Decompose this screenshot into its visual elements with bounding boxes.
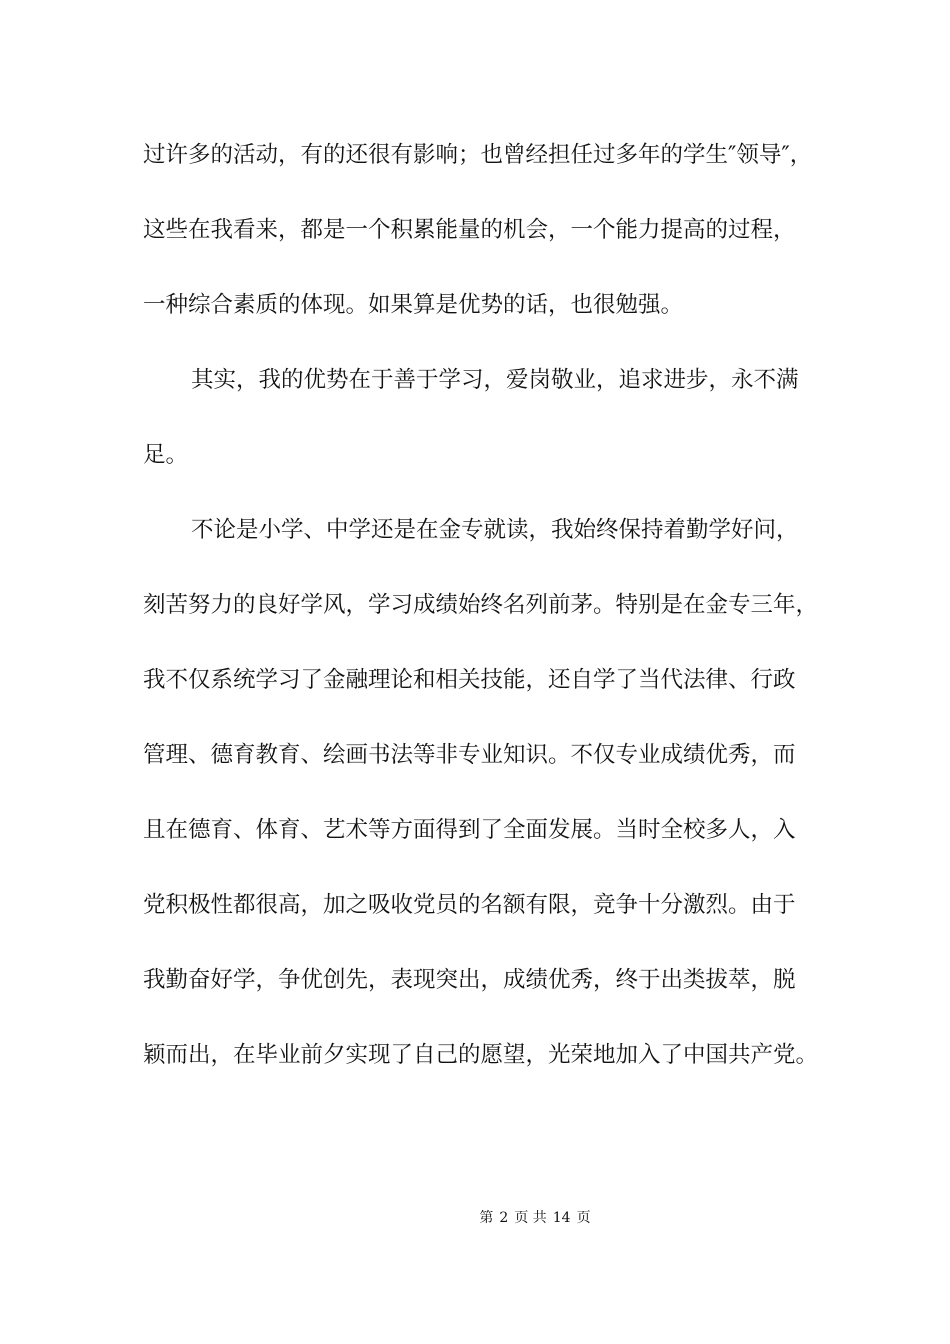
text-line: 党积极性都很高，加之吸收党员的名额有限，竞争十分激烈。由于	[143, 892, 796, 918]
text-line: 管理、德育教育、绘画书法等非专业知识。不仅专业成绩优秀，而	[143, 742, 796, 768]
text-line: 且在德育、体育、艺术等方面得到了全面发展。当时全校多人，入	[143, 817, 796, 843]
footer-suffix: 页	[576, 1210, 591, 1226]
text-line: 这些在我看来，都是一个积累能量的机会，一个能力提高的过程，	[143, 217, 796, 243]
current-page-number: 2	[499, 1210, 509, 1226]
text-line: 颖而出，在毕业前夕实现了自己的愿望，光荣地加入了中国共产党。	[143, 1042, 819, 1068]
total-pages-number: 14	[552, 1210, 571, 1226]
footer-mid: 页 共	[514, 1210, 547, 1226]
page-footer	[0, 1208, 950, 1228]
paragraph-first-line: 不论是小学、中学还是在金专就读，我始终保持着勤学好问，	[191, 517, 799, 543]
text-line: 一种综合素质的体现。如果算是优势的话，也很勉强。	[143, 292, 684, 318]
text-line: 我不仅系统学习了金融理论和相关技能，还自学了当代法律、行政	[143, 667, 796, 693]
text-line: 我勤奋好学，争优创先，表现突出，成绩优秀，终于出类拔萃，脱	[143, 967, 796, 993]
text-line: 足。	[143, 442, 189, 468]
paragraph-first-line: 其实，我的优势在于善于学习，爱岗敬业，追求进步，永不满	[191, 367, 799, 393]
footer-prefix: 第	[479, 1210, 494, 1226]
text-line: 过许多的活动，有的还很有影响；也曾经担任过多年的学生″领导″，	[143, 142, 813, 168]
text-line: 刻苦努力的良好学风，学习成绩始终名列前茅。特别是在金专三年，	[143, 592, 819, 618]
